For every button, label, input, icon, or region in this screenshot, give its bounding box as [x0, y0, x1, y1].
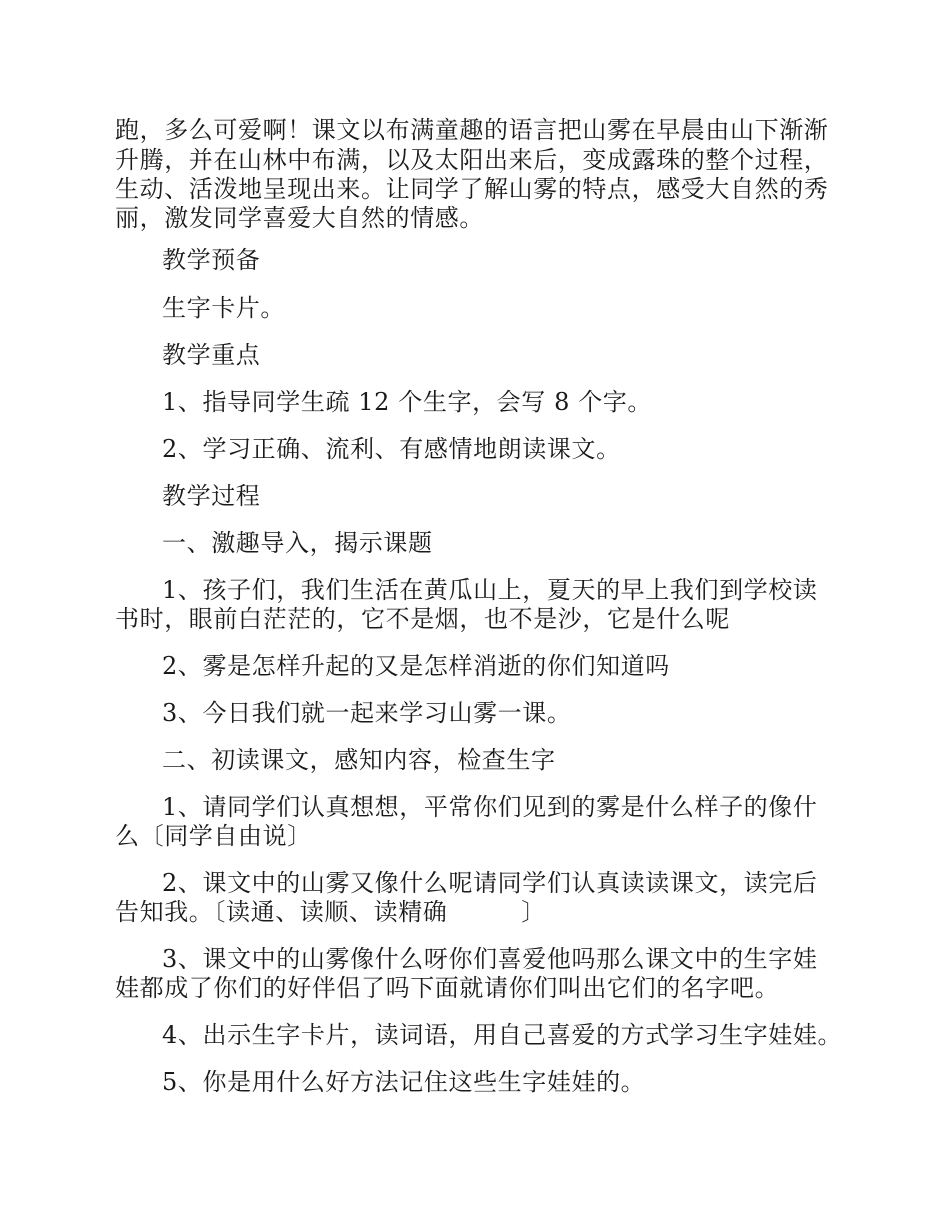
section-heading: 教学重点	[162, 341, 261, 369]
paragraph-line: 生字卡片。	[162, 294, 285, 322]
list-item-continuation: 么〔同学自由说〕	[115, 822, 312, 850]
list-item: 3、课文中的山雾像什么呀你们喜爱他吗那么课文中的生字娃	[162, 945, 818, 973]
list-item: 1、请同学们认真想想，平常你们见到的雾是什么样子的像什	[162, 793, 818, 821]
paragraph-line: 跑，多么可爱啊！课文以布满童趣的语言把山雾在早晨由山下渐渐	[115, 116, 829, 144]
paragraph-line: 丽，激发同学喜爱大自然的情感。	[115, 204, 484, 232]
list-item: 2、课文中的山雾又像什么呢请同学们认真读读课文，读完后	[162, 869, 818, 897]
list-item-continuation: 娃都成了你们的好伴侣了吗下面就请你们叫出它们的名字吧。	[115, 974, 780, 1002]
section-heading: 一、激趣导入，揭示课题	[162, 529, 433, 557]
list-item-continuation: 告知我。〔读通、读顺、读精确 〕	[115, 898, 546, 926]
section-heading: 二、初读课文，感知内容，检查生字	[162, 746, 556, 774]
list-item: 3、今日我们就一起来学习山雾一课。	[162, 699, 572, 727]
list-item-continuation: 书时，眼前白茫茫的，它不是烟，也不是沙，它是什么呢	[115, 605, 730, 633]
section-heading: 教学预备	[162, 246, 261, 274]
paragraph-line: 生动、活泼地呈现出来。让同学了解山雾的特点，感受大自然的秀	[115, 175, 829, 203]
list-item: 5、你是用什么好方法记住这些生字娃娃的。	[162, 1068, 646, 1096]
list-item: 2、雾是怎样升起的又是怎样消逝的你们知道吗	[162, 652, 670, 680]
section-heading: 教学过程	[162, 482, 261, 510]
paragraph-line: 升腾，并在山林中布满，以及太阳出来后，变成露珠的整个过程，	[115, 146, 829, 174]
list-item: 1、孩子们，我们生活在黄瓜山上，夏天的早上我们到学校读	[162, 576, 818, 604]
list-item: 1、指导同学生疏 12 个生字，会写 8 个字。	[162, 388, 652, 416]
list-item: 2、学习正确、流利、有感情地朗读课文。	[162, 435, 621, 463]
list-item: 4、出示生字卡片，读词语，用自己喜爱的方式学习生字娃娃。	[162, 1021, 843, 1049]
